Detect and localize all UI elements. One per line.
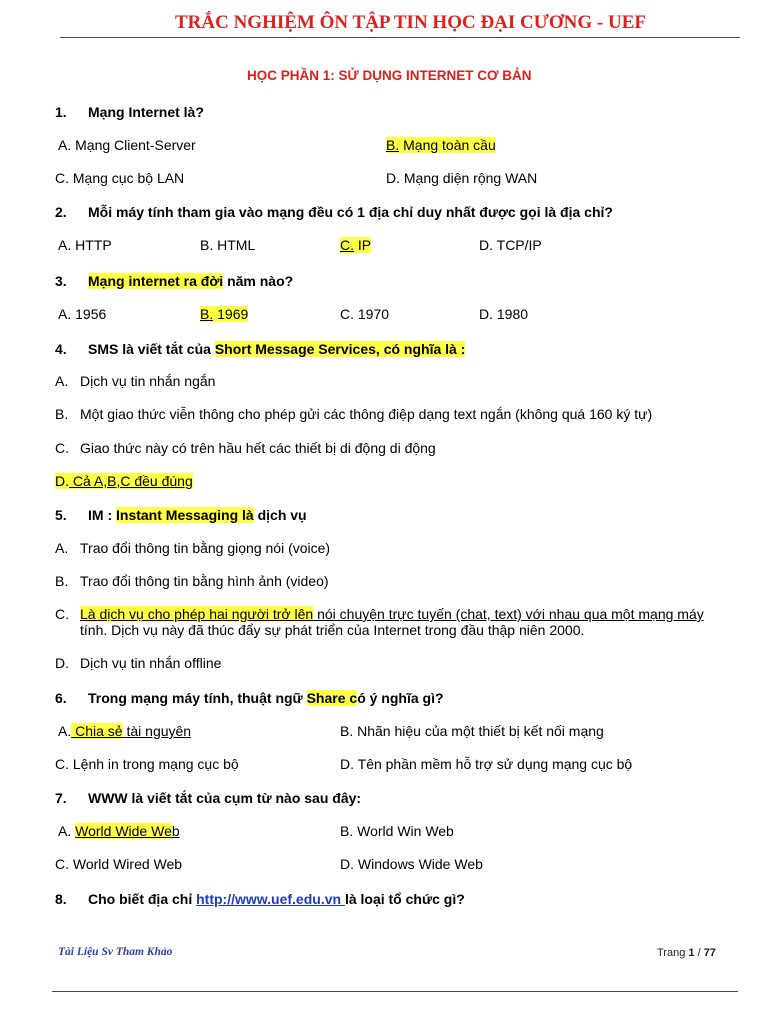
option-letter: D. bbox=[55, 655, 69, 671]
option-a bbox=[58, 723, 191, 739]
question-8 bbox=[55, 891, 465, 907]
question-2 bbox=[55, 204, 613, 220]
question-text: Mạng Internet là? bbox=[88, 104, 204, 120]
question-7 bbox=[55, 790, 361, 806]
option-a bbox=[58, 823, 180, 839]
option-text: b bbox=[171, 823, 180, 839]
option-d: D. 1980 bbox=[479, 306, 529, 322]
question-text: Trong mạng máy tính, thuật ngữ bbox=[88, 690, 307, 706]
document-title: TRẮC NGHIỆM ÔN TẬP TIN HỌC ĐẠI CƯƠNG - UEF bbox=[175, 12, 646, 33]
page-label: Trang bbox=[657, 947, 689, 959]
page-total: 77 bbox=[703, 947, 716, 959]
option-letter: A. bbox=[58, 723, 72, 739]
option-letter: A. bbox=[58, 823, 76, 839]
highlight: Cả A,B,C đều đúng bbox=[69, 473, 193, 489]
question-number: 4. bbox=[55, 341, 67, 357]
option-c: C. 1970 bbox=[340, 306, 390, 322]
highlight: Short Message Services, có nghĩa là : bbox=[214, 341, 466, 357]
option-letter: A. bbox=[55, 373, 69, 389]
option-a: A. Mạng Client-Server bbox=[58, 137, 196, 153]
section-title: HỌC PHẦN 1: SỬ DỤNG INTERNET CƠ BẢN bbox=[247, 68, 532, 83]
option-b: B. HTML bbox=[200, 237, 256, 253]
option-d bbox=[55, 655, 221, 671]
option-c bbox=[55, 606, 704, 622]
question-number: 7. bbox=[55, 790, 67, 806]
footer-rule bbox=[52, 991, 738, 992]
highlight: Là dịch vụ cho phép hai người trở lên bbox=[80, 606, 314, 622]
option-b bbox=[55, 406, 652, 422]
option-text: Trao đổi thông tin bằng hình ảnh (video) bbox=[80, 573, 329, 589]
question-number: 6. bbox=[55, 690, 67, 706]
question-number: 8. bbox=[55, 891, 67, 907]
uef-link[interactable]: http://www.uef.edu.vn bbox=[196, 891, 345, 907]
highlight: Chia sẻ bbox=[71, 723, 123, 739]
highlight: C. bbox=[340, 237, 354, 253]
option-b: B. Nhãn hiệu của một thiết bị kết nối mạng bbox=[340, 723, 604, 739]
question-3 bbox=[55, 273, 293, 289]
page-separator: / bbox=[694, 947, 704, 959]
option-a: A. HTTP bbox=[58, 237, 112, 253]
option-c: C. Mạng cục bộ LAN bbox=[55, 170, 185, 186]
question-text: ó ý nghĩa gì? bbox=[357, 690, 444, 706]
highlight: Share c bbox=[306, 690, 358, 706]
header-rule bbox=[60, 37, 740, 38]
option-letter: B. bbox=[55, 573, 69, 589]
option-a bbox=[55, 540, 330, 556]
question-text: Mỗi máy tính tham gia vào mạng đều có 1 địa chỉ duy nhất được gọi là địa chỉ? bbox=[88, 204, 613, 220]
question-5 bbox=[55, 507, 307, 523]
option-a bbox=[55, 373, 215, 389]
question-number: 2. bbox=[55, 204, 67, 220]
question-text: năm nào? bbox=[223, 273, 294, 289]
option-c bbox=[340, 237, 371, 253]
question-number: 1. bbox=[55, 104, 67, 120]
option-letter: B. bbox=[55, 406, 69, 422]
question-6 bbox=[55, 690, 444, 706]
option-c-line-2: tính. Dịch vụ này đã thúc đẩy sự phát triển của Internet trong đầu thập niên 2000. bbox=[80, 622, 585, 638]
option-text: Trao đổi thông tin bằng giọng nói (voice) bbox=[80, 540, 331, 556]
option-text: Dịch vụ tin nhắn offline bbox=[80, 655, 222, 671]
option-text: nói chuyện trực tuyến (chat, text) với nhau qua một mạng máy bbox=[313, 606, 704, 622]
question-number: 5. bbox=[55, 507, 67, 523]
question-text: Cho biết địa chỉ bbox=[88, 891, 197, 907]
option-d bbox=[55, 473, 193, 489]
question-4 bbox=[55, 341, 465, 357]
option-letter: C. bbox=[55, 606, 69, 622]
option-text: Giao thức này có trên hầu hết các thiết bị di động di động bbox=[80, 440, 436, 456]
highlight: B. bbox=[386, 137, 400, 153]
highlight: D. bbox=[55, 473, 69, 489]
question-text: là loại tổ chức gì? bbox=[344, 891, 465, 907]
option-d: D. Mạng diện rộng WAN bbox=[386, 170, 538, 186]
highlight: 1969 bbox=[213, 306, 249, 322]
question-number: 3. bbox=[55, 273, 67, 289]
highlight: IP bbox=[354, 237, 372, 253]
highlight: World Wide We bbox=[75, 823, 172, 839]
highlight: Mạng internet ra đời bbox=[88, 273, 224, 289]
option-b bbox=[200, 306, 248, 322]
page-number bbox=[657, 947, 716, 959]
question-text: WWW là viết tắt của cụm từ nào sau đây: bbox=[88, 790, 362, 806]
page-current: 1 bbox=[688, 947, 695, 959]
option-d: D. Windows Wide Web bbox=[340, 856, 483, 872]
option-letter: A. bbox=[55, 540, 69, 556]
highlight: Instant Messaging là bbox=[116, 507, 254, 523]
highlight: B. bbox=[200, 306, 214, 322]
option-text: tài nguyên bbox=[122, 723, 192, 739]
option-d: D. Tên phần mềm hỗ trợ sử dụng mạng cục bộ bbox=[340, 756, 633, 772]
option-c bbox=[55, 440, 436, 456]
option-d: D. TCP/IP bbox=[479, 237, 542, 253]
question-text: SMS là viết tắt của bbox=[88, 341, 215, 357]
footer-note: Tài Liệu Sv Tham Khảo bbox=[58, 946, 173, 958]
question-text: IM : bbox=[88, 507, 116, 523]
option-letter: C. bbox=[55, 440, 69, 456]
option-a: A. 1956 bbox=[58, 306, 107, 322]
option-b bbox=[386, 137, 496, 153]
option-c: C. Lệnh in trong mạng cục bộ bbox=[55, 756, 239, 772]
option-c: C. World Wired Web bbox=[55, 856, 183, 872]
option-text: Một giao thức viễn thông cho phép gửi các thông điệp dạng text ngắn (không quá 160 ký tự) bbox=[80, 406, 653, 422]
question-1 bbox=[55, 104, 204, 120]
question-text: dịch vụ bbox=[253, 507, 307, 523]
highlight: Mạng toàn cầu bbox=[399, 137, 496, 153]
option-b bbox=[55, 573, 329, 589]
option-b: B. World Win Web bbox=[340, 823, 454, 839]
option-text: Dịch vụ tin nhắn ngắn bbox=[80, 373, 216, 389]
